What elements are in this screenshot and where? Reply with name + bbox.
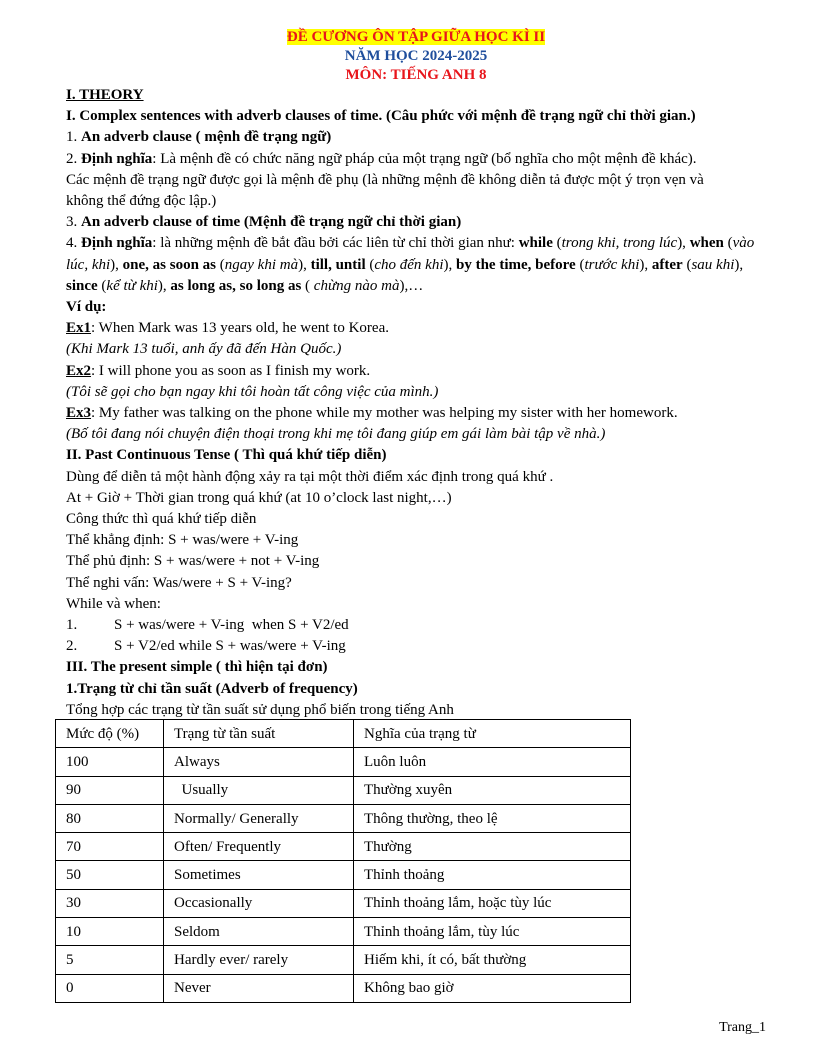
doc-title: ĐỀ CƯƠNG ÔN TẬP GIỮA HỌC KÌ II: [286, 29, 546, 45]
table-cell: 5: [56, 946, 164, 974]
pc-while-when: While và when:: [66, 595, 161, 612]
school-year: NĂM HỌC 2024-2025: [344, 48, 488, 64]
theory-heading: I. THEORY: [66, 87, 144, 103]
table-row: [56, 946, 631, 974]
table-cell: 100: [56, 748, 164, 776]
example-3: Ex3: My father was talking on the phone while my mother was helping my sister with her homework.: [66, 405, 678, 422]
table-cell: Usually: [164, 776, 354, 804]
table-cell: Thỉnh thoảng lắm, tùy lúc: [354, 918, 631, 946]
section-3-title: III. The present simple ( thì hiện tại đơn): [66, 659, 328, 676]
table-header-cell: Mức độ (%): [56, 720, 164, 748]
point-2-cont-2: không thể đứng độc lập.): [66, 193, 217, 210]
example-2: Ex2: I will phone you as soon as I finish my work.: [66, 362, 371, 379]
table-cell: 90: [56, 776, 164, 804]
table-cell: 10: [56, 918, 164, 946]
point-3: 3. An adverb clause of time (Mệnh đề trạng ngữ chỉ thời gian): [66, 214, 462, 231]
table-cell: Luôn luôn: [354, 748, 631, 776]
table-intro: Tổng hợp các trạng từ tần suất sử dụng phổ biến trong tiếng Anh: [66, 701, 454, 718]
table-cell: 30: [56, 889, 164, 917]
table-cell: Thường xuyên: [354, 776, 631, 804]
table-row: [56, 748, 631, 776]
table-cell: Thỉnh thoảng: [354, 861, 631, 889]
table-row: [56, 918, 631, 946]
pc-affirmative: Thể khẳng định: S + was/were + V-ing: [66, 532, 299, 549]
table-cell: Sometimes: [164, 861, 354, 889]
pc-line-3: Công thức thì quá khứ tiếp diễn: [66, 511, 257, 528]
table-cell: Thường: [354, 833, 631, 861]
table-row: [56, 804, 631, 832]
table-row: [56, 861, 631, 889]
example-1-translation: (Khi Mark 13 tuổi, anh ấy đã đến Hàn Quốc.): [66, 341, 342, 358]
table-header-cell: Nghĩa của trạng từ: [354, 720, 631, 748]
pc-rule-1: 1. S + was/were + V-ing when S + V2/ed: [66, 617, 349, 634]
pc-line-1: Dùng để diễn tả một hành động xảy ra tại một thời điểm xác định trong quá khứ .: [66, 468, 554, 485]
example-label: Ví dụ:: [66, 299, 107, 316]
table-cell: Always: [164, 748, 354, 776]
example-1: Ex1: When Mark was 13 years old, he went to Korea.: [66, 320, 389, 337]
table-cell: 0: [56, 974, 164, 1002]
section-1-title: I. Complex sentences with adverb clauses of time. (Câu phức với mệnh đề trạng ngữ chỉ thời gian.): [66, 108, 696, 125]
pc-line-2: At + Giờ + Thời gian trong quá khứ (at 10 o’clock last night,…): [66, 489, 452, 506]
table-cell: Thỉnh thoảng lắm, hoặc tùy lúc: [354, 889, 631, 917]
example-3-translation: (Bố tôi đang nói chuyện điện thoại trong khi mẹ tôi đang giúp em gái làm bài tập về nhà.): [66, 426, 606, 443]
pc-negative: Thể phủ định: S + was/were + not + V-ing: [66, 553, 320, 570]
table-cell: Hardly ever/ rarely: [164, 946, 354, 974]
point-2: 2. Định nghĩa: Là mệnh đề có chức năng ngữ pháp của một trạng ngữ (bổ nghĩa cho một mệnh đề khác).: [66, 150, 697, 167]
table-row: [56, 974, 631, 1002]
pc-question: Thể nghi vấn: Was/were + S + V-ing?: [66, 574, 292, 591]
subject: MÔN: TIẾNG ANH 8: [345, 67, 487, 83]
table-cell: Normally/ Generally: [164, 804, 354, 832]
table-cell: Seldom: [164, 918, 354, 946]
document-page: [66, 28, 766, 721]
point-1: 1. An adverb clause ( mệnh đề trạng ngữ): [66, 129, 332, 146]
table-cell: Often/ Frequently: [164, 833, 354, 861]
frequency-table: [55, 719, 631, 1003]
table-cell: 80: [56, 804, 164, 832]
table-row: [56, 833, 631, 861]
point-2-cont-1: Các mệnh đề trạng ngữ được gọi là mệnh đề phụ (là những mệnh đề không diễn tả được một ý trọn vẹn và: [66, 171, 704, 188]
section-3-subtitle: 1.Trạng từ chỉ tần suất (Adverb of frequency): [66, 680, 358, 697]
document-header: [66, 28, 766, 85]
example-2-translation: (Tôi sẽ gọi cho bạn ngay khi tôi hoàn tất công việc của mình.): [66, 383, 439, 400]
table-cell: Hiếm khi, ít có, bất thường: [354, 946, 631, 974]
section-2-title: II. Past Continuous Tense ( Thì quá khứ tiếp diễn): [66, 447, 387, 464]
table-row: [56, 776, 631, 804]
table-cell: Occasionally: [164, 889, 354, 917]
table-cell: 70: [56, 833, 164, 861]
table-cell: 50: [56, 861, 164, 889]
page-number: Trang_1: [719, 1020, 766, 1035]
table-cell: Never: [164, 974, 354, 1002]
table-header-row: [56, 720, 631, 748]
point-4: 4. Định nghĩa: là những mệnh đề bắt đầu bởi các liên từ chỉ thời gian như: while (trong khi, trong lúc), when (vào lúc, khi), one, as soon as (ngay khi mà), till, until (cho đến khi), by the time, before (trước khi), after (sau khi), since (kể từ khi), as long as, so long as ( chừng nào mà),…: [66, 235, 755, 294]
table-header-cell: Trạng từ tần suất: [164, 720, 354, 748]
table-row: [56, 889, 631, 917]
table-cell: Thông thường, theo lệ: [354, 804, 631, 832]
table-cell: Không bao giờ: [354, 974, 631, 1002]
pc-rule-2: 2. S + V2/ed while S + was/were + V-ing: [66, 638, 346, 655]
